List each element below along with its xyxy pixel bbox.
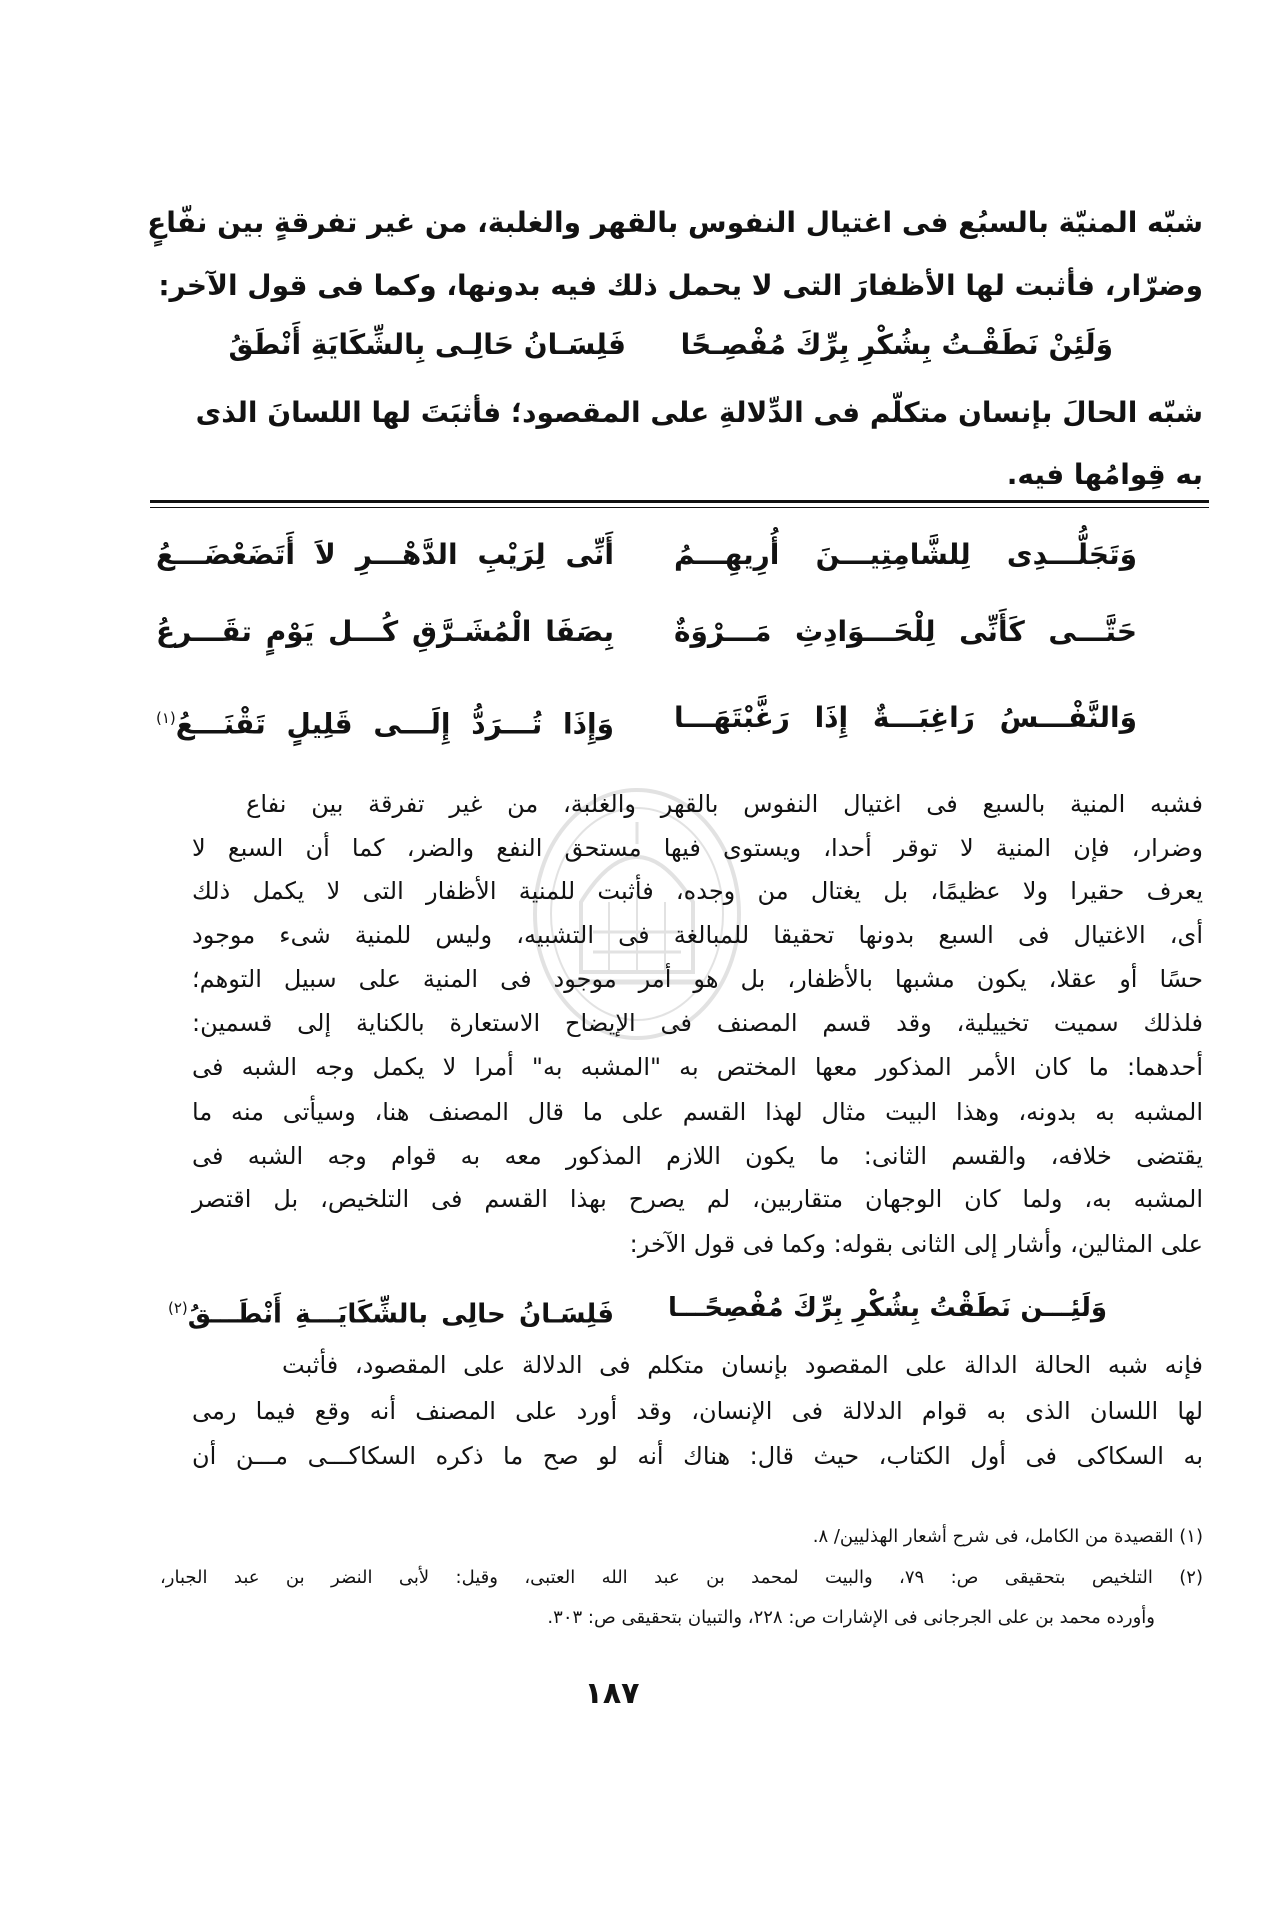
text-line: وضرار، فإن المنية لا توقر أحدا، ويستوى فيها مستحق النفع والضر، كما أن السبع لا <box>192 834 1203 862</box>
text-line: شبّه المنيّة بالسبُع فى اغتيال النفوس بالقهر والغلبة، من غير تفرقةٍ بين نفّاعٍ <box>147 206 1203 239</box>
hemistich-left-text: فَلِسَـانُ حالِى بالشِّكَايَـــةِ أَنْطَـــقُ <box>187 1299 614 1330</box>
hemistich-left: أَنِّى لِرَيْبِ الدَّهْـــرِ لاَ أَتَضَعْضَـــعُ <box>156 538 614 571</box>
hemistich-right: وَتَجَلُّـــدِى لِلشَّامِتِيـــنَ أُرِيهِـــمُ <box>674 538 1137 571</box>
hemistich-right: وَلَئِنْ نَطَقْـتُ بِشُكْرِ بِرِّكَ مُفْصِـحًا <box>680 328 1113 361</box>
hemistich-left: بِصَفَا الْمُشَـرَّقِ كُـــل يَوْمٍ تقَـــرعُ <box>156 615 614 648</box>
text-line: فشبه المنية بالسبع فى اغتيال النفوس بالقهر والغلبة، من غير تفرقة بين نفاع <box>246 790 1203 818</box>
hemistich-left <box>168 1286 614 1330</box>
hemistich-left <box>156 696 614 740</box>
text-line: فلذلك سميت تخييلية، وقد قسم المصنف فى الإيضاح الاستعارة بالكناية إلى قسمين: <box>192 1009 1203 1037</box>
footnote-marker[interactable]: (١) <box>156 709 176 727</box>
footnote: (١) القصيدة من الكامل، فى شرح أشعار الهذليين/ ٨. <box>812 1526 1203 1547</box>
text-line: به قِوامُها فيه. <box>1006 458 1203 491</box>
text-line: أى، الاغتيال فى السبع بدونها تحقيقا للمبالغة فى التشبيه، وليس للمنية شىء موجود <box>192 921 1203 949</box>
text-line: لها اللسان الذى به قوام الدلالة فى الإنسان، وقد أورد على المصنف أنه وقع فيما رمى <box>192 1397 1203 1425</box>
hemistich-left: فَلِسَـانُ حَالِـى بِالشِّكَايَةِ أَنْطَقُ <box>228 328 626 361</box>
text-line: أحدهما: ما كان الأمر المذكور معها المختص به "المشبه به" أمرا لا يكمل وجه الشبه فى <box>192 1053 1203 1081</box>
text-line: المشبه به بدونه، وهذا البيت مثال لهذا القسم على ما قال المصنف هنا، وسيأتى منه ما <box>192 1098 1203 1126</box>
separator-rule-thin <box>150 507 1209 508</box>
text-line: يقتضى خلافه، والقسم الثانى: ما يكون اللازم المذكور معه به قوام وجه الشبه فى <box>192 1142 1203 1170</box>
text-line: على المثالين، وأشار إلى الثانى بقوله: وكما فى قول الآخر: <box>629 1230 1203 1258</box>
separator-rule <box>150 500 1209 503</box>
text-line: يعرف حقيرا ولا عظيمًا، بل يغتال من وجده، فأثبت للمنية الأظفار التى لا يكمل ذلك <box>192 877 1203 905</box>
text-line: وضرّار، فأثبت لها الأظفارَ التى لا يحمل ذلك فيه بدونها، وكما فى قول الآخر: <box>158 269 1203 302</box>
page-number: ١٨٧ <box>584 1676 640 1711</box>
hemistich-left-text: وَإِذَا تُـــرَدُّ إِلَـــى قَلِيلٍ تَقْنَـــعُ <box>175 707 614 741</box>
hemistich-right: وَلَئِـــن نَطَقْتُ بِشُكْرِ بِرِّكَ مُفْصِحًـــا <box>668 1293 1107 1323</box>
footnote-continuation: وأورده محمد بن على الجرجانى فى الإشارات ص: ٢٢٨، والتبيان بتحقيقى ص: ٣٠٣. <box>547 1607 1155 1628</box>
text-line: حسًا أو عقلا، يكون مشبها بالأظفار، بل هو أمر موجود فى المنية على سبيل التوهم؛ <box>192 965 1203 993</box>
text-line: المشبه به، ولما كان الوجهان متقاربين، لم يصرح بهذا القسم فى التلخيص، بل اقتصر <box>192 1185 1203 1213</box>
footnote: (٢) التلخيص بتحقيقى ص: ٧٩، والبيت لمحمد بن عبد الله العتبى، وقيل: لأبى النضر بن عبد الجبار، <box>160 1567 1203 1588</box>
text-line: به السكاكى فى أول الكتاب، حيث قال: هناك أنه لو صح ما ذكره السكاكـــى مـــن أن <box>192 1442 1203 1470</box>
text-line: شبّه الحالَ بإنسان متكلّم فى الدِّلالةِ على المقصود؛ فأثبَتَ لها اللسانَ الذى <box>195 396 1203 429</box>
hemistich-right: حَتَّـــى كَأَنِّى لِلْحَـــوَادِثِ مَـــرْوَةٌ <box>674 615 1137 648</box>
hemistich-right: وَالنَّفْـــسُ رَاغِبَـــةٌ إِذَا رَغَّبْتَهَـــا <box>674 701 1137 734</box>
footnote-marker[interactable]: (٢) <box>168 1299 188 1317</box>
text-line: فإنه شبه الحالة الدالة على المقصود بإنسان متكلم فى الدلالة على المقصود، فأثبت <box>282 1351 1203 1379</box>
